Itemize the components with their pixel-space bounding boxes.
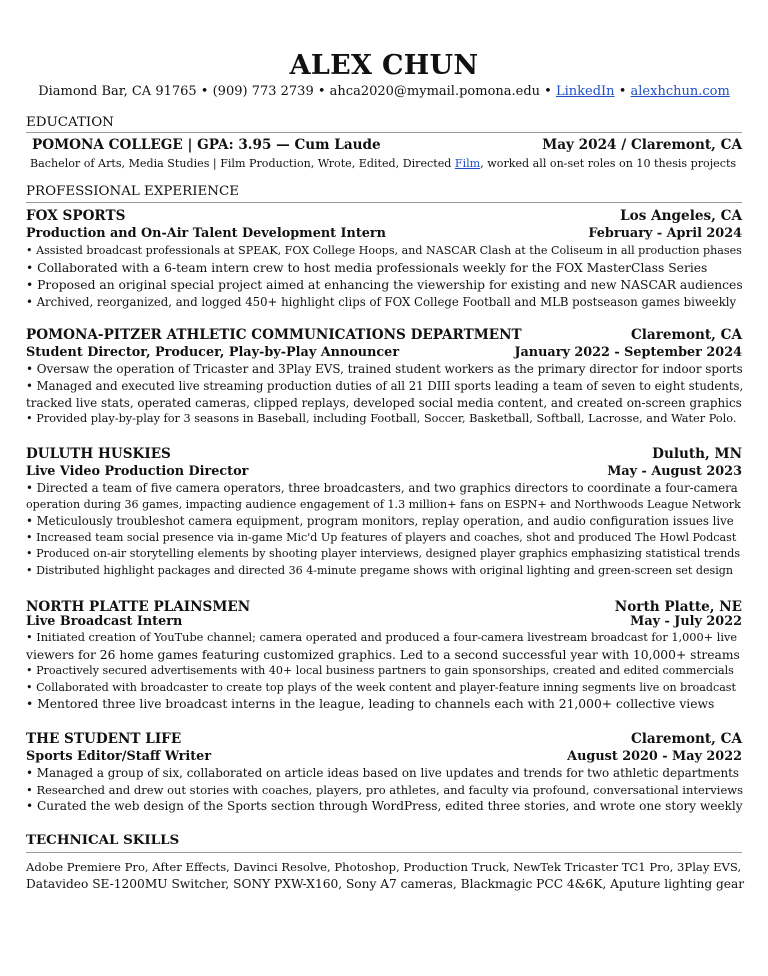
bullet-line: viewers for 26 home games featuring customized graphics. Led to a second successful year with 10,000+ streams <box>26 648 740 662</box>
job-location: Duluth, MN <box>652 446 742 462</box>
job-header <box>26 446 742 462</box>
job-dates: May - August 2023 <box>607 464 742 479</box>
job-location: Claremont, CA <box>630 731 742 747</box>
bullet-line: • Oversaw the operation of Tricaster and 3Play EVS, trained student workers as the primary director for indoor sports <box>26 362 743 376</box>
education-heading: EDUCATION <box>26 115 114 130</box>
job-role-row <box>26 345 742 360</box>
bullet-line: • Managed and executed live streaming production duties of all 21 DIII sports leading a team of seven to eight students, <box>26 379 744 393</box>
contact-line <box>0 84 768 99</box>
bullet-line: • Provided play-by-play for 3 seasons in Baseball, including Football, Soccer, Basketball, Softball, Lacrosse, and Water Polo. <box>26 412 737 425</box>
employer-name: THE STUDENT LIFE <box>26 731 182 747</box>
contact-separator: • <box>618 84 627 99</box>
job-dates: May - July 2022 <box>630 614 742 629</box>
bullet-line: • Collaborated with broadcaster to create top plays of the week content and player-feature inning segments live on broadcast <box>26 681 736 694</box>
bullet-line: • Proactively secured advertisements with 40+ local business partners to gain sponsorships, created and edited commercials <box>26 664 734 677</box>
job-header <box>26 599 742 615</box>
bullet-line: • Mentored three live broadcast interns in the league, leading to channels each with 21,000+ collective views <box>26 697 715 711</box>
graduation-date-location: May 2024 / Claremont, CA <box>542 137 742 153</box>
resume-name: ALEX CHUN <box>289 50 479 81</box>
bullet-line: • Archived, reorganized, and logged 450+ highlight clips of FOX College Football and MLB postseason games biweekly <box>26 295 737 309</box>
job-role-row <box>26 749 742 764</box>
job-dates: February - April 2024 <box>588 226 742 241</box>
employer-name: POMONA-PITZER ATHLETIC COMMUNICATIONS DEPARTMENT <box>26 327 522 343</box>
bullet-line: • Increased team social presence via in-game Mic'd Up features of players and coaches, shot and produced The Howl Podcast <box>26 531 737 544</box>
job-title: Production and On-Air Talent Development Intern <box>26 226 386 241</box>
school-name: POMONA COLLEGE | GPA: 3.95 — Cum Laude <box>32 137 381 153</box>
bullet-line: • Initiated creation of YouTube channel; camera operated and produced a four-camera livestream broadcast for 1,000+ live <box>26 631 738 644</box>
job-dates: January 2022 - September 2024 <box>514 345 742 360</box>
degree-detail <box>30 156 736 173</box>
employer-name: DULUTH HUSKIES <box>26 446 171 462</box>
bullet-line: • Produced on-air storytelling elements by shooting player interviews, designed player graphics emphasizing statistical trends <box>26 547 741 560</box>
bullet-line: • Managed a group of six, collaborated on article ideas based on live updates and trends for two athletic departments <box>26 766 740 780</box>
linkedin-link[interactable]: LinkedIn <box>555 84 615 99</box>
job-role-row <box>26 226 742 241</box>
degree-text: Bachelor of Arts, Media Studies | Film Production, Wrote, Edited, Directed <box>30 157 452 170</box>
bullet-line: • Meticulously troubleshot camera equipment, program monitors, replay operation, and audio configuration issues live <box>26 514 734 528</box>
job-title: Student Director, Producer, Play-by-Play Announcer <box>26 345 400 360</box>
job-role-row <box>26 464 742 479</box>
skills-line: Datavideo SE-1200MU Switcher, SONY PXW-X160, Sony A7 cameras, Blackmagic PCC 4&6K, Aputure lighting gear <box>26 877 745 891</box>
job-dates: August 2020 - May 2022 <box>567 749 742 764</box>
bullet-line: • Researched and drew out stories with coaches, players, pro athletes, and faculty via profound, conversational interviews <box>26 783 744 797</box>
bullet-line: • Directed a team of five camera operators, three broadcasters, and two graphics directors to coordinate a four-camera <box>26 481 738 495</box>
bullet-line: • Distributed highlight packages and directed 36 4-minute pregame shows with original lighting and green-screen set design <box>26 564 734 577</box>
degree-text-end: , worked all on-set roles on 10 thesis projects <box>480 157 737 170</box>
job-header <box>26 208 742 224</box>
employer-name: NORTH PLATTE PLAINSMEN <box>26 599 251 615</box>
job-header <box>26 731 742 747</box>
bullet-line: • Proposed an original special project aimed at enhancing the viewership for existing and new NASCAR audiences <box>26 278 743 292</box>
skills-divider <box>26 852 742 853</box>
bullet-line: • Curated the web design of the Sports section through WordPress, edited three stories, and wrote one story weekly <box>26 799 743 813</box>
bullet-line: • Assisted broadcast professionals at SPEAK, FOX College Hoops, and NASCAR Clash at the Coliseum in all production phases <box>26 244 742 257</box>
job-title: Sports Editor/Staff Writer <box>26 749 212 764</box>
skills-heading: TECHNICAL SKILLS <box>26 832 180 848</box>
job-role-row <box>26 614 742 629</box>
experience-divider <box>26 202 742 203</box>
bullet-line: • Collaborated with a 6-team intern crew to host media professionals weekly for the FOX MasterClass Series <box>26 261 708 275</box>
education-row <box>32 137 742 153</box>
contact-details: Diamond Bar, CA 91765 • (909) 773 2739 • ahca2020@mymail.pomona.edu • <box>38 84 552 99</box>
job-title: Live Broadcast Intern <box>26 614 183 629</box>
employer-name: FOX SPORTS <box>26 208 126 224</box>
bullet-line: tracked live stats, operated cameras, clipped replays, developed social media content, and created on-screen graphics <box>26 396 742 410</box>
job-location: Claremont, CA <box>630 327 742 343</box>
job-location: Los Angeles, CA <box>620 208 742 224</box>
skills-line: Adobe Premiere Pro, After Effects, Davinci Resolve, Photoshop, Production Truck, NewTek Tricaster TC1 Pro, 3Play EVS, <box>26 860 742 874</box>
job-title: Live Video Production Director <box>26 464 249 479</box>
website-link[interactable]: alexhchun.com <box>630 84 730 99</box>
education-divider <box>26 132 742 133</box>
experience-heading: PROFESSIONAL EXPERIENCE <box>26 184 240 199</box>
job-location: North Platte, NE <box>614 599 742 615</box>
job-header <box>26 327 742 343</box>
film-link[interactable]: Film <box>454 157 481 170</box>
bullet-line: operation during 36 games, impacting audience engagement of 1.3 million+ fans on ESPN+ and Northwoods League Network <box>26 498 741 511</box>
